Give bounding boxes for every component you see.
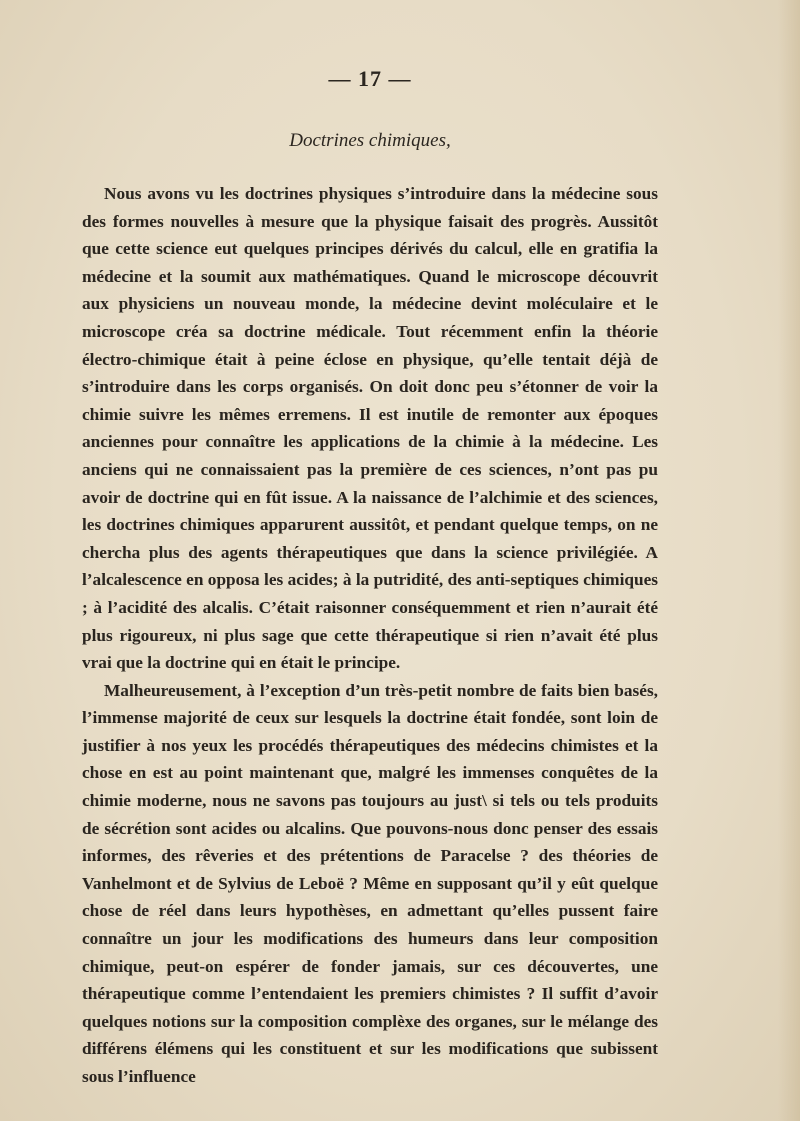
page-number: — 17 — (328, 66, 412, 91)
paragraph-2: Malheureusement, à l’exception d’un très-petit nombre de faits bien basés, l’immense majorité de ceux sur lesquels la doctrine était fondée, sont loin de justifier à nos yeux les procédés thérapeutiques des médecins chimistes et la chose en est au point maintenant que, malgré les immenses conquêtes de la chimie moderne, nous ne savons pas toujours au just\ si tels ou tels produits de sécrétion sont acides ou alcalins. Que pouvons-nous donc penser des essais informes, des rêveries et des prétentions de Paracelse ? des théories de Vanhelmont et de Sylvius de Leboë ? Même en supposant qu’il y eût quelque chose de réel dans leurs hypothèses, en admettant qu’elles pussent faire connaître un jour les modifications des humeurs dans leur composition chimique, peut-on espérer de fonder jamais, sur ces découvertes, une thérapeutique comme l’entendaient les premiers chimistes ? Il suffit d’avoir quelques notions sur la composition complèxe des organes, sur le mélange des différens élémens qui les constituent et sur les modifications que subissent sous l’influence (82, 680, 658, 1086)
paragraph-1: Nous avons vu les doctrines physiques s’introduire dans la médecine sous des formes nouvelles à mesure que la physique faisait des progrès. Aussitôt que cette science eut quelques principes dérivés du calcul, elle en gratifia la médecine et la soumit aux mathématiques. Quand le microscope découvrit aux physiciens un nouveau monde, la médecine devint moléculaire et le microscope créa sa doctrine médicale. Tout récemment enfin la théorie électro-chimique était à peine éclose en physique, qu’elle tentait déjà de s’introduire dans les corps organisés. On doit donc peu s’étonner de voir la chimie suivre les mêmes erremens. Il est inutile de remonter aux époques anciennes pour connaître les applications de la chimie à la médecine. Les anciens qui ne connaissaient pas la première de ces sciences, n’ont pas pu avoir de doctrine qui en fût issue. A la naissance de l’alchimie et des sciences, les doctrines chimiques apparurent aussitôt, et pendant quelque temps, on ne chercha plus des agents thérapeutiques que dans la science privilégiée. A l’alcalescence en opposa les acides; à la putridité, des anti-septiques chimiques ; à l’acidité des alcalis. C’était raisonner conséquemment et rien n’aurait été plus rigoureux, ni plus sage que cette thérapeutique si rien n’avait été plus vrai que la doctrine qui en était le principe. (82, 184, 658, 673)
body-text (82, 180, 658, 1091)
page-edge-shadow (778, 0, 800, 1121)
section-title: Doctrines chimiques, (289, 130, 451, 151)
